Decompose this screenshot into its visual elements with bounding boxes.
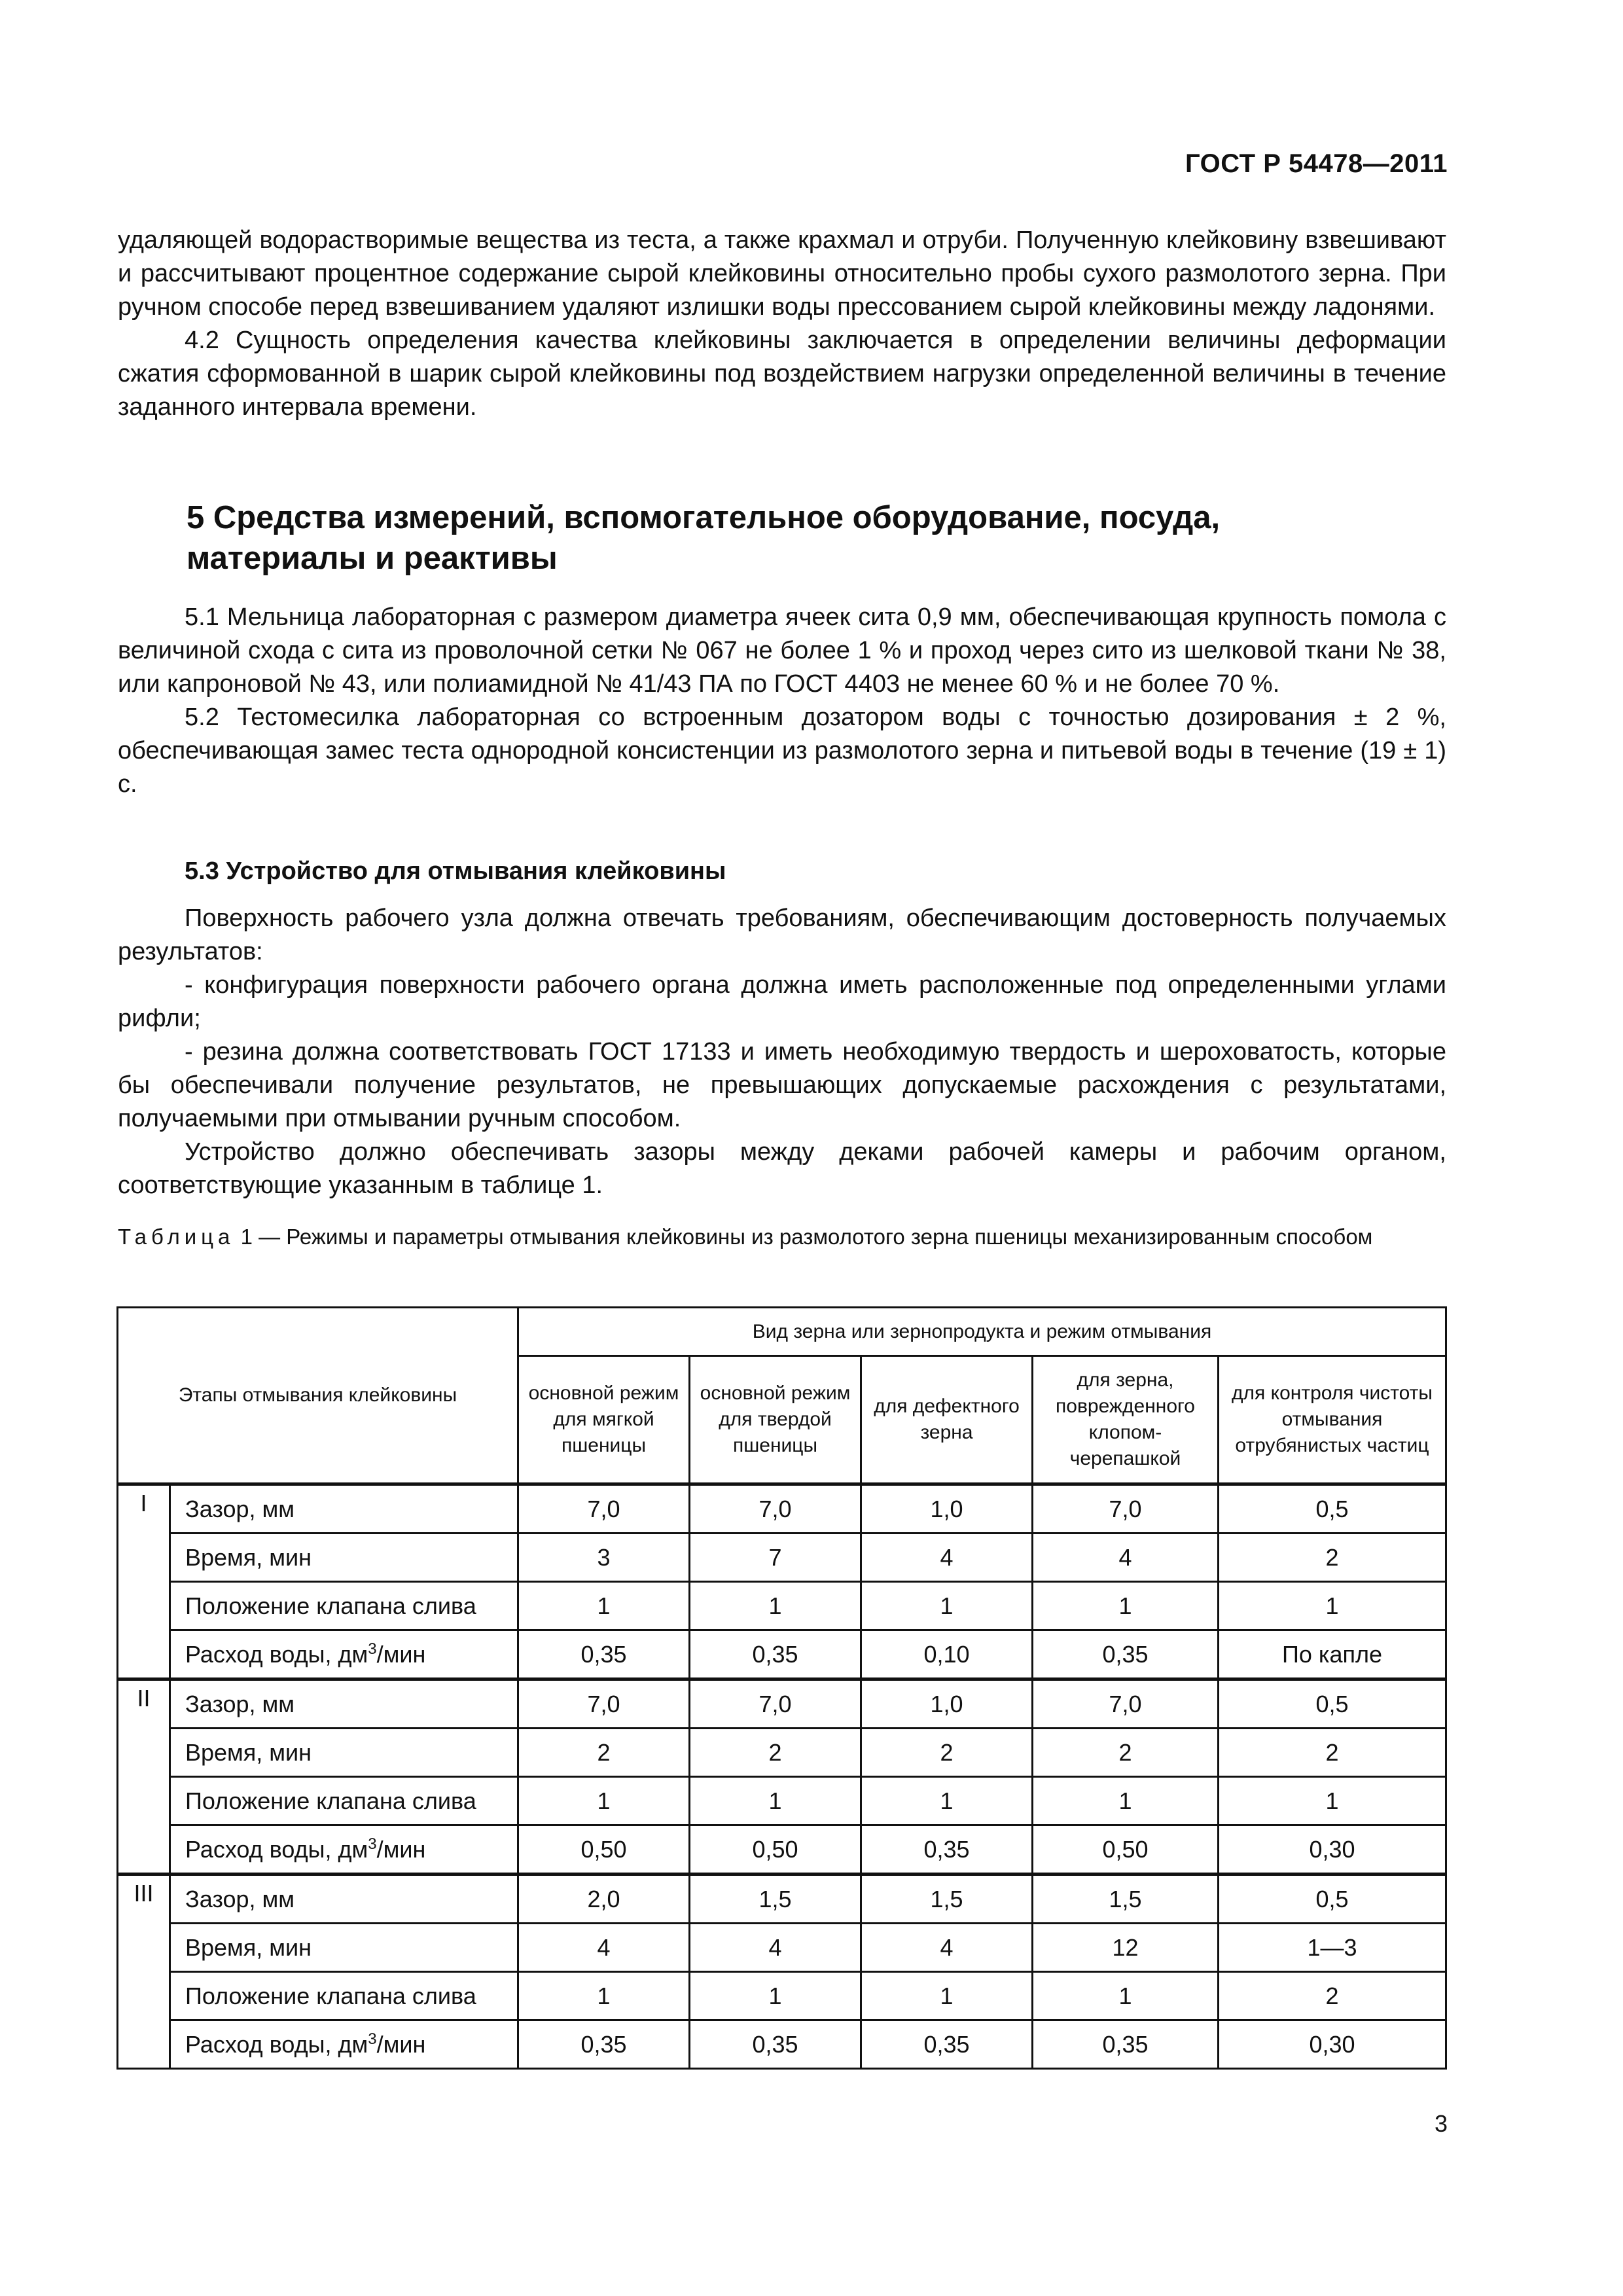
- table-cell: 0,5: [1219, 1484, 1446, 1534]
- table-caption-text: 1 — Режимы и параметры отмывания клейковины из размолотого зерна пшеницы механизированным способом: [240, 1225, 1373, 1249]
- param-superscript: 3: [368, 1835, 377, 1853]
- table-cell: 2: [1219, 1534, 1446, 1582]
- table-cell: 0,35: [690, 2020, 861, 2069]
- table-row: [118, 1484, 1446, 1534]
- table-cell: 1: [690, 1582, 861, 1630]
- table-cell: 4: [861, 1534, 1033, 1582]
- table-cell: 1: [861, 1777, 1033, 1825]
- clause-4-2: 4.2 Сущность определения качества клейковины заключается в определении величины деформации сжатия сформованной в шарик сырой клейковины под воздействием нагрузки определенной величины в течение заданного интервала времени.: [118, 327, 1446, 421]
- table-cell: 7,0: [518, 1679, 690, 1729]
- table-row: [118, 1679, 1446, 1729]
- table-cell: 12: [1033, 1924, 1219, 1972]
- column-header: для контроля чистоты отмывания отрубянистых частиц: [1219, 1356, 1446, 1484]
- table-row: [118, 2020, 1446, 2069]
- paragraph: Поверхность рабочего узла должна отвечать требованиям, обеспечивающим достоверность получаемых результатов:: [118, 905, 1446, 965]
- intro-paragraph: удаляющей водорастворимые вещества из теста, а также крахмал и отруби. Полученную клейковину взвешивают и рассчитывают процентное содержание сырой клейковины относительно пробы сухого размолотого зерна. При ручном способе перед взвешиванием удаляют излишки воды прессованием сырой клейковины между ладонями.: [118, 226, 1446, 321]
- column-header: основной режим для твердой пшеницы: [690, 1356, 861, 1484]
- table-body: [118, 1484, 1446, 2069]
- table-caption-label: Таблица: [118, 1225, 235, 1249]
- table-cell: 7: [690, 1534, 861, 1582]
- table-row: [118, 1924, 1446, 1972]
- table-cell: 0,35: [518, 1630, 690, 1679]
- parameter-name: Положение клапана слива: [170, 1972, 518, 2020]
- table-cell: По капле: [1219, 1630, 1446, 1679]
- stage-label: I: [118, 1484, 170, 1679]
- table-row: [118, 1972, 1446, 2020]
- table-cell: 1: [690, 1972, 861, 2020]
- table-cell: 1,0: [861, 1679, 1033, 1729]
- table-cell: 4: [690, 1924, 861, 1972]
- table-cell: 0,35: [861, 1825, 1033, 1874]
- document-code: ГОСТ Р 54478—2011: [1185, 149, 1448, 178]
- param-superscript: 3: [368, 2030, 377, 2048]
- table-1: [116, 1306, 1447, 2070]
- parameter-name: Зазор, мм: [170, 1679, 518, 1729]
- parameter-name: Положение клапана слива: [170, 1582, 518, 1630]
- table-cell: 7,0: [518, 1484, 690, 1534]
- table-cell: 1,0: [861, 1484, 1033, 1534]
- table-cell: 0,35: [1033, 2020, 1219, 2069]
- table-cell: 2: [690, 1729, 861, 1777]
- stages-header: Этапы отмывания клейковины: [118, 1308, 518, 1484]
- parameter-name: [170, 2020, 518, 2069]
- table-row: [118, 1630, 1446, 1679]
- table-cell: 1: [518, 1972, 690, 2020]
- group-header: Вид зерна или зернопродукта и режим отмывания: [518, 1308, 1446, 1356]
- table-cell: 3: [518, 1534, 690, 1582]
- table-cell: 1: [690, 1777, 861, 1825]
- section-title-line: 5 Средства измерений, вспомогательное оборудование, посуда,: [187, 500, 1221, 535]
- parameter-name: Положение клапана слива: [170, 1777, 518, 1825]
- table-cell: 0,5: [1219, 1679, 1446, 1729]
- table-cell: 2: [1219, 1729, 1446, 1777]
- table-row: [118, 1777, 1446, 1825]
- table-cell: 0,50: [1033, 1825, 1219, 1874]
- param-text: /мин: [376, 1640, 426, 1668]
- table-cell: 0,35: [861, 2020, 1033, 2069]
- table-cell: 4: [518, 1924, 690, 1972]
- table-cell: 7,0: [1033, 1679, 1219, 1729]
- table-cell: 1: [518, 1777, 690, 1825]
- table-cell: 7,0: [690, 1679, 861, 1729]
- table-cell: 1: [1219, 1777, 1446, 1825]
- stage-label: II: [118, 1679, 170, 1874]
- parameter-name: [170, 1630, 518, 1679]
- table-cell: 0,5: [1219, 1874, 1446, 1924]
- parameter-name: Время, мин: [170, 1534, 518, 1582]
- table-cell: 1: [1033, 1777, 1219, 1825]
- parameter-name: [170, 1825, 518, 1874]
- section-5-text: [118, 601, 1446, 801]
- table-cell: 0,50: [690, 1825, 861, 1874]
- table-cell: 7,0: [1033, 1484, 1219, 1534]
- table-row: [118, 1874, 1446, 1924]
- table-cell: 1: [518, 1582, 690, 1630]
- table-cell: 2: [1033, 1729, 1219, 1777]
- param-text: Расход воды, дм: [185, 1835, 368, 1863]
- table-cell: 1: [861, 1972, 1033, 2020]
- paragraph: Устройство должно обеспечивать зазоры между деками рабочей камеры и рабочим органом, соответствующие указанным в таблице 1.: [118, 1138, 1446, 1199]
- table-row: [118, 1729, 1446, 1777]
- column-header: основной режим для мягкой пшеницы: [518, 1356, 690, 1484]
- list-item: - конфигурация поверхности рабочего органа должна иметь расположенные под определенными углами рифли;: [118, 971, 1446, 1032]
- table-cell: 1,5: [861, 1874, 1033, 1924]
- page-number: 3: [1434, 2110, 1448, 2137]
- parameter-name: Время, мин: [170, 1729, 518, 1777]
- table-cell: 0,35: [518, 2020, 690, 2069]
- table-cell: 0,30: [1219, 2020, 1446, 2069]
- clause-5-2: 5.2 Тестомесилка лабораторная со встроенным дозатором воды с точностью дозирования ± 2 %, обеспечивающая замес теста однородной консистенции из размолотого зерна и питьевой воды в течение (19 ± 1) с.: [118, 704, 1446, 798]
- param-superscript: 3: [368, 1640, 377, 1658]
- section-title-line: материалы и реактивы: [187, 541, 558, 576]
- table-row: [118, 1534, 1446, 1582]
- table-cell: 2: [1219, 1972, 1446, 2020]
- table-cell: 1: [1033, 1582, 1219, 1630]
- table-cell: 1,5: [690, 1874, 861, 1924]
- param-text: Расход воды, дм: [185, 1640, 368, 1668]
- table-row: [118, 1582, 1446, 1630]
- table-cell: 0,35: [690, 1630, 861, 1679]
- table-cell: 0,35: [1033, 1630, 1219, 1679]
- clause-5-3-title: 5.3 Устройство для отмывания клейковины: [185, 857, 726, 885]
- section-5-title: [187, 497, 1364, 579]
- table-cell: 4: [1033, 1534, 1219, 1582]
- param-text: /мин: [376, 1835, 426, 1863]
- table-cell: 2: [518, 1729, 690, 1777]
- param-text: Расход воды, дм: [185, 2030, 368, 2058]
- table-cell: 4: [861, 1924, 1033, 1972]
- parameter-name: Зазор, мм: [170, 1874, 518, 1924]
- column-header: для зерна, поврежденного клопом-черепашкой: [1033, 1356, 1219, 1484]
- table-cell: 0,30: [1219, 1825, 1446, 1874]
- table-cell: 2: [861, 1729, 1033, 1777]
- table-caption: [118, 1223, 1446, 1251]
- table-cell: 0,50: [518, 1825, 690, 1874]
- table-cell: 2,0: [518, 1874, 690, 1924]
- table-cell: 1: [1219, 1582, 1446, 1630]
- table-cell: 7,0: [690, 1484, 861, 1534]
- intro-text: [118, 224, 1446, 424]
- parameter-name: Зазор, мм: [170, 1484, 518, 1534]
- stage-label: III: [118, 1874, 170, 2069]
- parameter-name: Время, мин: [170, 1924, 518, 1972]
- table-cell: 1—3: [1219, 1924, 1446, 1972]
- column-header: для дефектного зерна: [861, 1356, 1033, 1484]
- clause-5-1: 5.1 Мельница лабораторная с размером диаметра ячеек сита 0,9 мм, обеспечивающая крупность помола с величиной схода с сита из проволочной сетки № 067 не более 1 % и проход через сито из шелковой ткани № 38, или капроновой № 43, или полиамидной № 41/43 ПА по ГОСТ 4403 не менее 60 % и не более 70 %.: [118, 603, 1446, 698]
- table-cell: 0,10: [861, 1630, 1033, 1679]
- list-item: - резина должна соответствовать ГОСТ 17133 и иметь необходимую твердость и шероховатость, которые бы обеспечивали получение результатов, не превышающих допускаемые расхождения с результатами, получаемыми при отмывании ручным способом.: [118, 1038, 1446, 1132]
- table-cell: 1: [861, 1582, 1033, 1630]
- clause-5-3-text: [118, 902, 1446, 1202]
- table-row: [118, 1825, 1446, 1874]
- table-cell: 1: [1033, 1972, 1219, 2020]
- param-text: /мин: [376, 2030, 426, 2058]
- table-cell: 1,5: [1033, 1874, 1219, 1924]
